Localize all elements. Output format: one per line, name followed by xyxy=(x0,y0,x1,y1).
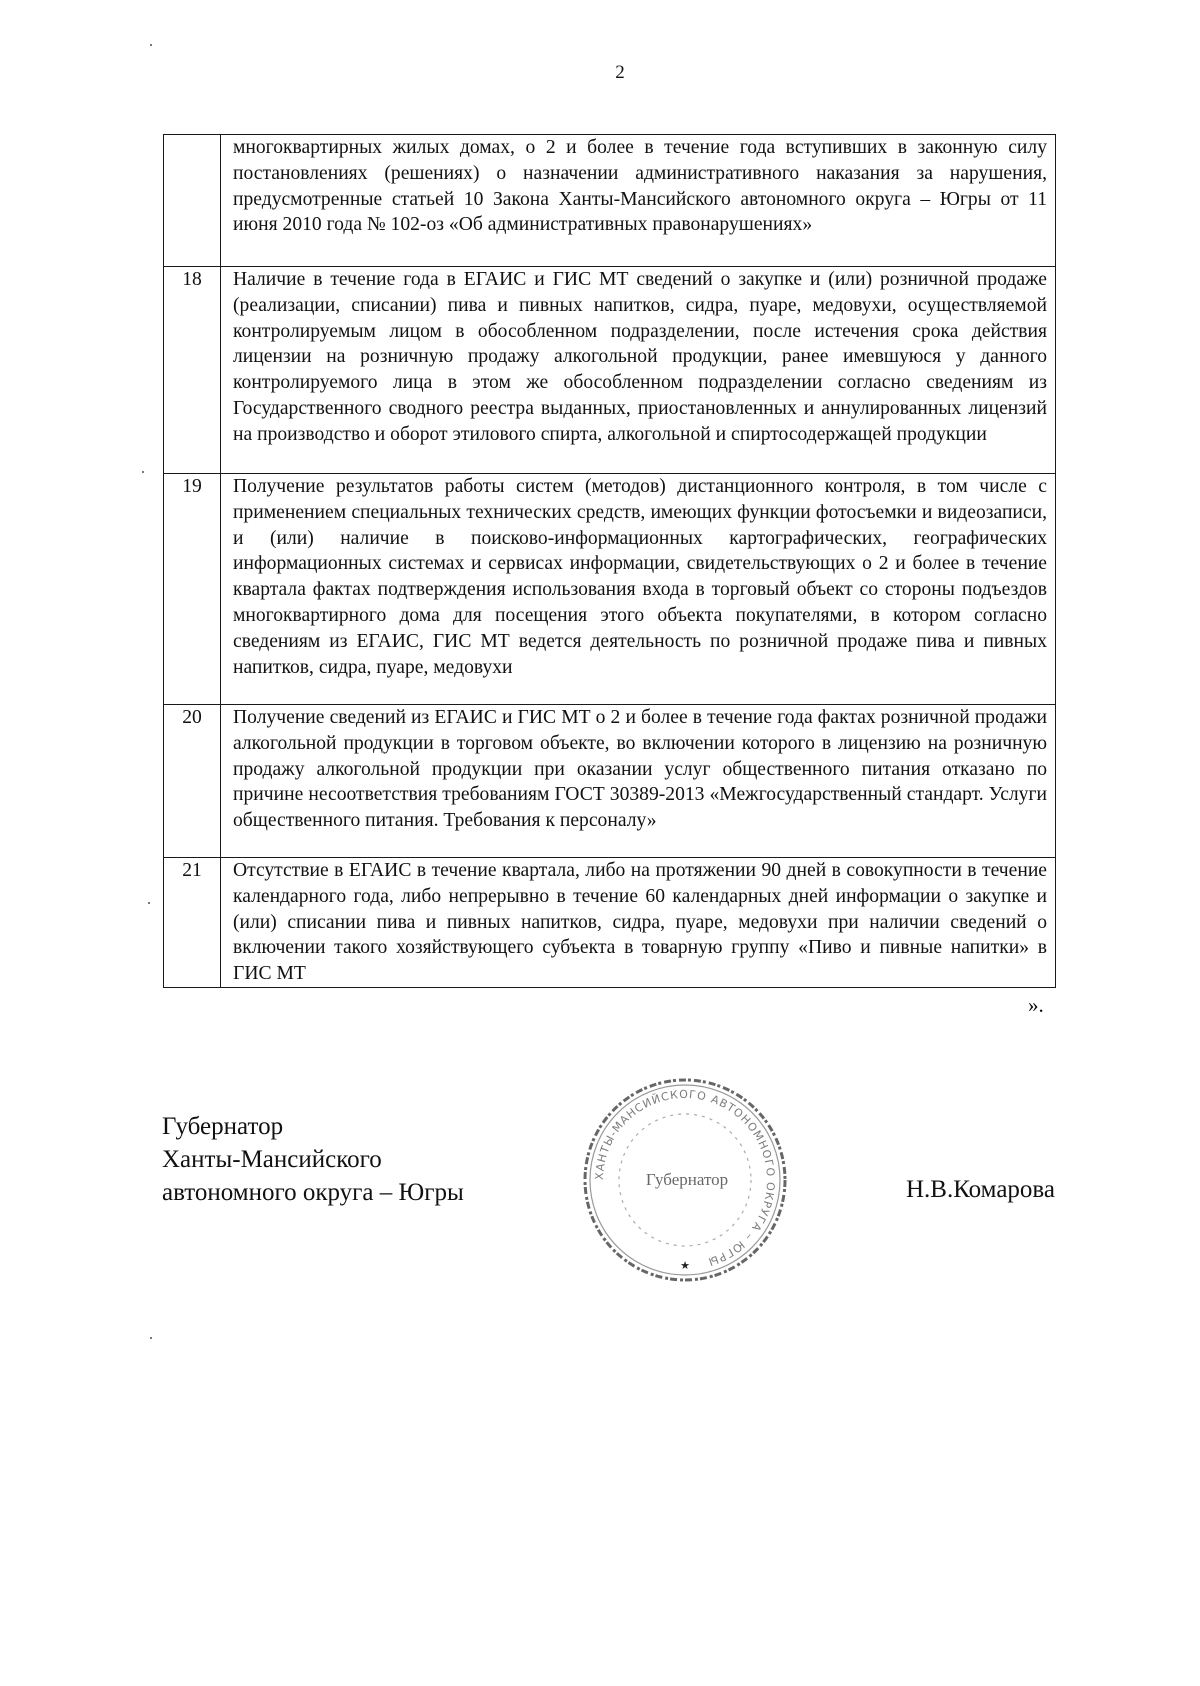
row-text: Получение сведений из ЕГАИС и ГИС МТ о 2 и более в течение года фактах розничной продажи алкогольной продукции в торговом объекте, во включении которого в лицензию на розничную продажу алкогольной продукции при оказании услуг общественного питания отказано по причине несоответствия требованиям ГОСТ 30389-2013 «Межгосударственный стандарт. Услуги общественного питания. Требования к персоналу» xyxy=(221,705,1056,858)
signer-name: Н.В.Комарова xyxy=(906,1176,1055,1203)
row-number: 18 xyxy=(164,267,221,474)
row-number: 19 xyxy=(164,474,221,705)
scan-speck xyxy=(142,471,144,473)
signer-title-line: Губернатор xyxy=(162,1113,284,1140)
page-number: 2 xyxy=(615,62,625,83)
row-number: 21 xyxy=(164,858,221,988)
row-number xyxy=(164,135,221,267)
signer-title-line: автономного округа – Югры xyxy=(162,1179,464,1206)
signature-block xyxy=(162,1110,464,1209)
table-row xyxy=(164,705,1056,858)
signer-title-line: Ханты-Мансийского xyxy=(162,1146,382,1173)
table-row xyxy=(164,858,1056,988)
row-text: Наличие в течение года в ЕГАИС и ГИС МТ сведений о закупке и (или) розничной продаже (реализации, списании) пива и пивных напитков, сидра, пуаре, медовухи, осуществляемой контролируемым лицом в обособленном подразделении, после истечения срока действия лицензии на розничную продажу алкогольной продукции, ранее имевшуюся у данного контролируемого лица в этом же обособленном подразделении согласно сведениям из Государственного сводного реестра выданных, приостановленных и аннулированных лицензий на производство и оборот этилового спирта, алкогольной и спиртосодержащей продукции xyxy=(221,267,1056,474)
seal-center-text: Губернатор xyxy=(645,1170,729,1189)
table-row xyxy=(164,135,1056,267)
seal-star-icon: ★ xyxy=(680,1259,690,1272)
closing-quote: ». xyxy=(1028,993,1044,1017)
scan-speck xyxy=(148,902,150,904)
row-text: Отсутствие в ЕГАИС в течение квартала, либо на протяжении 90 дней в совокупности в течение календарного года, либо непрерывно в течение 60 календарных дней информации о закупке и (или) списании пива и пивных напитков, сидра, пуаре, медовухи при наличии сведений о включении такого хозяйствующего субъекта в товарную группу «Пиво и пивные напитки» в ГИС МТ xyxy=(221,858,1056,988)
seal-ring-text: ХАНТЫ-МАНСИЙСКОГО АВТОНОМНОГО ОКРУГА – ЮГРЫ xyxy=(592,1087,778,1269)
table-row xyxy=(164,474,1056,705)
row-text: Получение результатов работы систем (методов) дистанционного контроля, в том числе с применением специальных технических средств, имеющих функции фотосъемки и видеозаписи, и (или) наличие в поисково-информационных картографических, географических информационных системах и сервисах информации, свидетельствующих о 2 и более в течение квартала фактах подтверждения использования входа в торговый объект со стороны подъездов многоквартирного дома для посещения этого объекта покупателями, в котором согласно сведениям из ЕГАИС, ГИС МТ ведется деятельность по розничной продаже пива и пивных напитков, сидра, пуаре, медовухи xyxy=(221,474,1056,705)
criteria-table xyxy=(163,134,1056,988)
scan-speck xyxy=(150,44,152,46)
table-row xyxy=(164,267,1056,474)
row-number: 20 xyxy=(164,705,221,858)
row-text: многоквартирных жилых домах, о 2 и более в течение года вступивших в законную силу постановлениях (решениях) о назначении административного наказания за нарушения, предусмотренные статьей 10 Закона Ханты-Мансийского автономного округа – Югры от 11 июня 2010 года № 102-оз «Об административных правонарушениях» xyxy=(221,135,1056,267)
scan-speck xyxy=(150,1337,152,1339)
official-seal xyxy=(575,1073,795,1288)
